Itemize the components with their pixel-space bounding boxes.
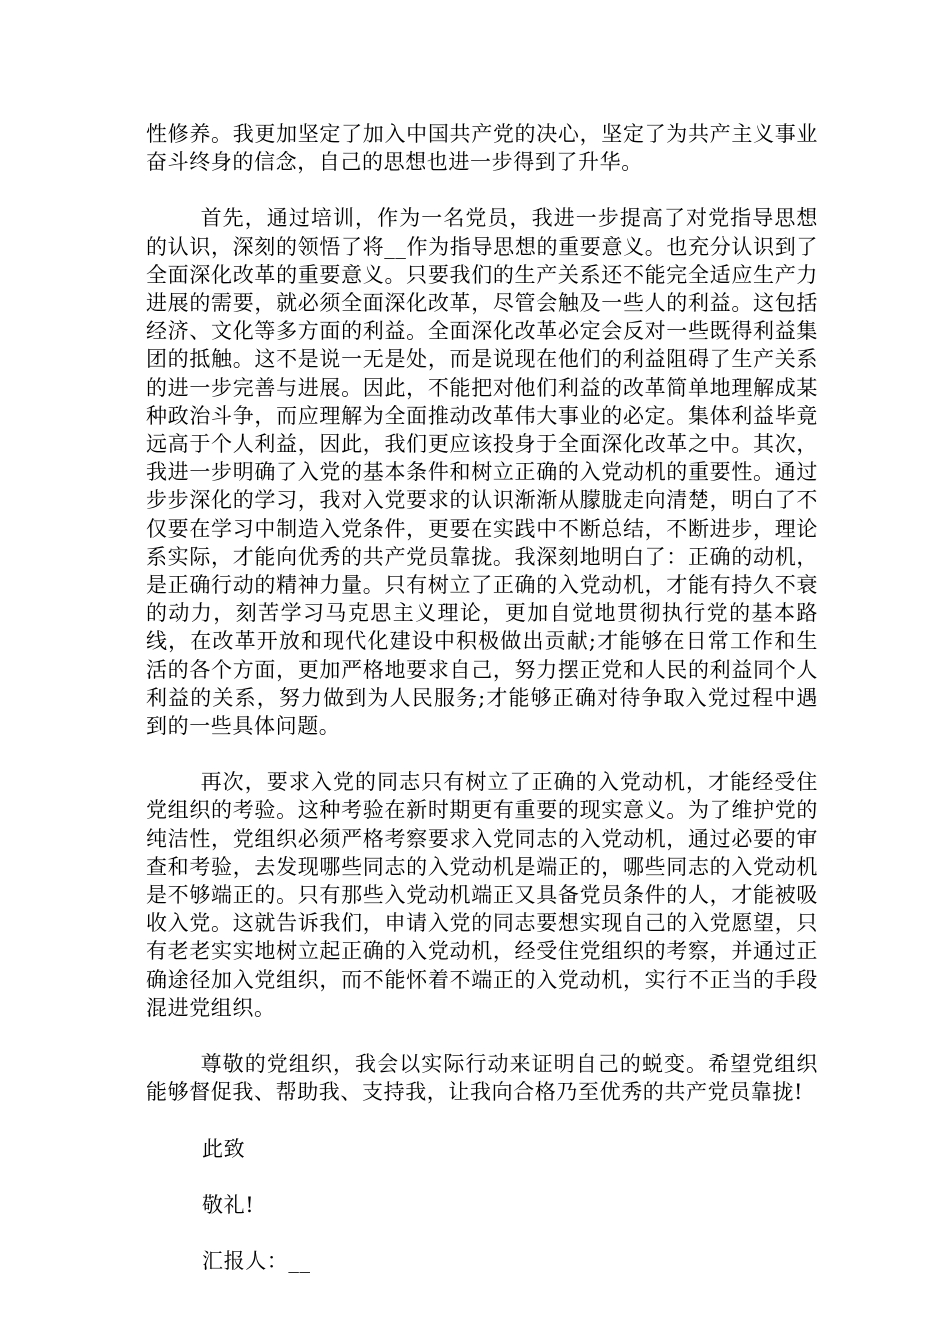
paragraph-second: 再次，要求入党的同志只有树立了正确的入党动机，才能经受住党组织的考验。这种考验在新时期更有重要的现实意义。为了维护党的纯洁性，党组织必须严格考察要求入党同志的入党动机，通过必要的审查和考验，去发现哪些同志的入党动机是端正的，哪些同志的入党动机是不够端正的。只有那些入党动机端正又具备党员条件的人，才能被吸收入党。这就告诉我们，申请入党的同志要想实现自己的入党愿望，只有老老实实地树立起正确的入党动机，经受住党组织的考察，并通过正确途径加入党组织，而不能怀着不端正的入党动机，实行不正当的手段混进党组织。 (146, 770, 818, 1020)
paragraph-gap (146, 1107, 818, 1135)
document-page (146, 120, 818, 1275)
paragraph-gap (146, 176, 818, 204)
paragraph-first: 首先，通过培训，作为一名党员，我进一步提高了对党指导思想的认识，深刻的领悟了将__作为指导思想的重要意义。也充分认识到了全面深化改革的重要意义。只要我们的生产关系还不能完全适应生产力进展的需要，就必须全面深化改革，尽管会触及一些人的利益。这包括经济、文化等多方面的利益。全面深化改革必定会反对一些既得利益集团的抵触。这不是说一无是处，而是说现在他们的利益阻碍了生产关系的进一步完善与进展。因此，不能把对他们利益的改革简单地理解成某种政治斗争，而应理解为全面推动改革伟大事业的必定。集体利益毕竟远高于个人利益，因此，我们更应该投身于全面深化改革之中。其次，我进一步明确了入党的基本条件和树立正确的入党动机的重要性。通过步步深化的学习，我对入党要求的认识渐渐从朦胧走向清楚，明白了不仅要在学习中制造入党条件，更要在实践中不断总结，不断进步，理论系实际，才能向优秀的共产党员靠拢。我深刻地明白了：正确的动机，是正确行动的精神力量。只有树立了正确的入党动机，才能有持久不衰的动力，刻苦学习马克思主义理论，更加自觉地贯彻执行党的基本路线，在改革开放和现代化建设中积极做出贡献;才能够在日常工作和生活的各个方面，更加严格地要求自己，努力摆正党和人民的利益同个人利益的关系，努力做到为人民服务;才能够正确对待争取入党过程中遇到的一些具体问题。 (146, 206, 818, 739)
reporter-line: 汇报人：__ (202, 1248, 311, 1273)
paragraph-gap (146, 1163, 818, 1191)
paragraph-gap (146, 1219, 818, 1247)
respect-text: 敬礼! (202, 1192, 255, 1217)
paragraph-gap (146, 740, 818, 768)
paragraph-gap (146, 1022, 818, 1050)
salutation-text: 此致 (202, 1136, 246, 1161)
paragraph-intro: 性修养。我更加坚定了加入中国共产党的决心，坚定了为共产主义事业奋斗终身的信念，自己的思想也进一步得到了升华。 (146, 122, 818, 175)
paragraph-closing-statement: 尊敬的党组织，我会以实际行动来证明自己的蜕变。希望党组织能够督促我、帮助我、支持我，让我向合格乃至优秀的共产党员靠拢! (146, 1052, 818, 1105)
